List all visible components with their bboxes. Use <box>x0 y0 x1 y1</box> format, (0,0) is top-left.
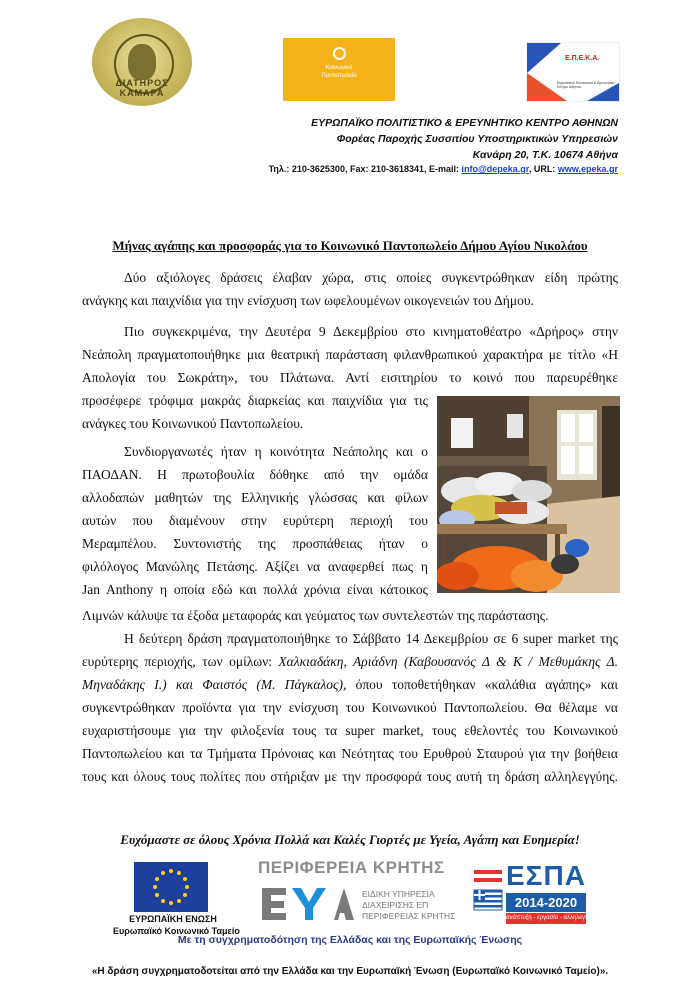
text-segment-italic: Χαλκιαδάκη, Αριάδνη (Καβουσανός Δ & Κ / Μεθυμάκης Δ. <box>278 654 618 669</box>
text-line: φιλόλογος Μανώλης Πετάσης. Αξίζει να αναφερθεί πως η <box>82 559 428 574</box>
org-type: Φορέας Παροχής Συσσιτίου Υποστηρικτικών Υπηρεσιών <box>336 133 618 145</box>
eu-stars-icon <box>134 862 208 912</box>
social-grocery-logo <box>283 38 395 101</box>
text-line: ΠΑΟΔΑΝ. Η πρωτοβουλία δόθηκε από την ομάδα <box>82 467 428 482</box>
text-line: προσέφερε τρόφιμα μακράς διαρκείας και παιχνίδια για τις <box>82 393 428 408</box>
donations-photo <box>437 396 620 593</box>
org-name: ΕΥΡΩΠΑΪΚΟ ΠΟΛΙΤΙΣΤΙΚΟ & ΕΡΕΥΝΗΤΙΚΟ ΚΕΝΤΡΟ ΑΘΗΝΩΝ <box>311 117 618 129</box>
epeka-logo-subtitle: Ευρωπαϊκό Πολιτιστικό & Ερευνητικό Κέντρο Αθηνών <box>557 81 615 89</box>
article-title: Μήνας αγάπης και προσφοράς για το Κοινωνικό Παντοπωλείο Δήμου Αγίου Νικολάου <box>112 238 588 253</box>
text-line <box>82 673 618 696</box>
text-line: Jan Anthony η οποία εδώ και πολλά χρόνια είναι κάτοικος <box>82 582 428 597</box>
paragraph-intro <box>82 266 618 312</box>
text-line: ανάγκες του Κοινωνικού Παντοπωλείου. <box>82 416 304 431</box>
eu-label: ΕΥΡΩΠΑΪΚΗ ΕΝΩΣΗ <box>129 914 217 924</box>
paragraph-organizers <box>82 440 428 601</box>
text-line: συγκεντρώθηκαν προϊόντα για την ενίσχυση του Κοινωνικού Παντοπωλείου. Θα θέλαμε να <box>82 700 618 715</box>
text-line: τους και όλους τους πολίτες που στήριξαν με την προσφορά τους αυτή τη δράση αλληλεγγύης. <box>82 769 618 784</box>
text-line: Απολογία του Σωκράτη», του Πλάτωνα. Αντί εισιτηρίου το κοινό που παρευρέθηκε <box>82 370 618 385</box>
organization-logo <box>92 18 192 106</box>
text-line: Η δεύτερη δράση πραγματοποιήθηκε το Σάββατο 14 Δεκεμβρίου σε 6 super market της <box>124 631 618 646</box>
eyd-line1: ΕΙΔΙΚΗ ΥΠΗΡΕΣΙΑ <box>362 889 435 899</box>
epeka-logo <box>526 42 620 102</box>
logo-text: ΔΙΑΤΗΡΟΣ ΚΑΜΑΡΑ <box>115 78 169 98</box>
text-line: ευχαριστήσουμε για την φιλοξενία τους τα super market, τους εθελοντές του Κοινωνικού <box>82 723 618 738</box>
paragraph-theater <box>82 320 618 389</box>
esf-label: Ευρωπαϊκό Κοινωνικό Ταμείο <box>113 926 240 936</box>
text-line: Παντοπωλείου και τα Τμήματα Πρόνοιας και Νεότητας του Ερυθρού Σταυρού για την βοήθεια <box>82 746 618 761</box>
website-link[interactable]: www.epeka.gr <box>557 164 618 174</box>
eyd-line3: ΠΕΡΙΦΕΡΕΙΑΣ ΚΡΗΤΗΣ <box>362 911 456 921</box>
contact-phone-fax: Τηλ.: 210-3625300, Fax: 210-3618341, E-mail: <box>268 164 462 174</box>
basket-icon <box>333 47 346 60</box>
social-grocery-logo-line1: Κοινωνικό <box>325 65 353 71</box>
eyd-line2: ΔΙΑΧΕΙΡΙΣΗΣ ΕΠ <box>362 900 429 910</box>
cofunding-statement: Με τη συγχρηματοδότηση της Ελλάδας και της Ευρωπαϊκής Ένωσης <box>177 934 523 946</box>
social-grocery-logo-line2: Παντοπωλείο <box>321 73 357 79</box>
org-address: Κανάρη 20, Τ.Κ. 10674 Αθήνα <box>472 149 618 161</box>
text-segment-italic: Μηναδάκης Ι.) και Φαιστός (Μ. Πάγκαλος), <box>82 677 347 692</box>
text-line: Δύο αξιόλογες δράσεις έλαβαν χώρα, στις οποίες συγκεντρώθηκαν είδη πρώτης <box>124 270 618 285</box>
text-line: αυτών που διαμένουν στην ευρύτερη περιοχή του <box>82 513 428 528</box>
text-segment: ευρύτερης περιοχής, των ομίλων: <box>82 654 279 669</box>
text-segment: όπου τοποθετήθηκαν «καλάθια αγάπης» και <box>346 677 618 692</box>
region-crete-title: ΠΕΡΙΦΕΡΕΙΑ ΚΡΗΤΗΣ <box>258 858 445 877</box>
closing-wishes: Ευχόμαστε σε όλους Χρόνια Πολλά και Καλές Γιορτές με Υγεία, Αγάπη και Ευημερία! <box>120 832 580 847</box>
espa-title: ΕΣΠΑ <box>506 860 586 891</box>
espa-slogan: ανάπτυξη - εργασία - αλληλεγγύη <box>506 913 586 924</box>
org-contact <box>269 164 618 174</box>
text-line: Λιμνών κάλυψε τα έξοδα μεταφοράς και γεύματος των συντελεστών της παράστασης. <box>82 608 549 623</box>
epeka-logo-name: Ε.Π.Ε.Κ.Α. <box>565 55 600 62</box>
text-line: αλλοδαπών μαθητών της Ελληνικής γλώσσας και φίλων <box>82 490 428 505</box>
email-link[interactable]: info@depeka.gr <box>461 164 529 174</box>
funding-note: «Η δράση συγχρηματοδοτείται από την Ελλάδα και την Ευρωπαϊκή Ένωση (Ευρωπαϊκό Κοινωνικό Ταμείο)». <box>91 966 609 977</box>
paragraph-theater-wrap <box>82 389 428 435</box>
paragraph-organizers-last <box>82 604 618 627</box>
paragraph-supermarkets <box>82 627 618 788</box>
greek-flag-icon <box>472 860 504 930</box>
eyd-logo-icon <box>258 882 358 931</box>
eyd-letters-icon <box>258 882 358 926</box>
text-line <box>82 650 618 673</box>
epeka-logo-shape <box>527 43 619 101</box>
text-line: Πιο συγκεκριμένα, την Δευτέρα 9 Δεκεμβρίου στο κινηματοθέατρο «Δρήρος» στην <box>124 324 618 339</box>
espa-period: 2014-2020 <box>506 893 586 912</box>
donations-photo-illustration <box>437 396 620 593</box>
text-line: Συνδιοργανωτές ήταν η κοινότητα Νεάπολης και ο <box>124 444 428 459</box>
url-label: , URL: <box>528 164 558 174</box>
text-line: Νεάπολη πραγματοποιήθηκε μια θεατρική παράσταση φιλανθρωπικού χαρακτήρα με τίτλο «Η <box>82 347 618 362</box>
eu-flag-icon <box>134 862 208 912</box>
text-line: Μεραμπέλου. Συντονιστής της προσπάθειας ήταν ο <box>82 536 428 551</box>
text-line: ανάγκης και παιχνίδια για την ενίσχυση των ωφελουμένων οικογενειών του Δήμου. <box>82 293 534 308</box>
logo-head-icon <box>128 44 156 80</box>
